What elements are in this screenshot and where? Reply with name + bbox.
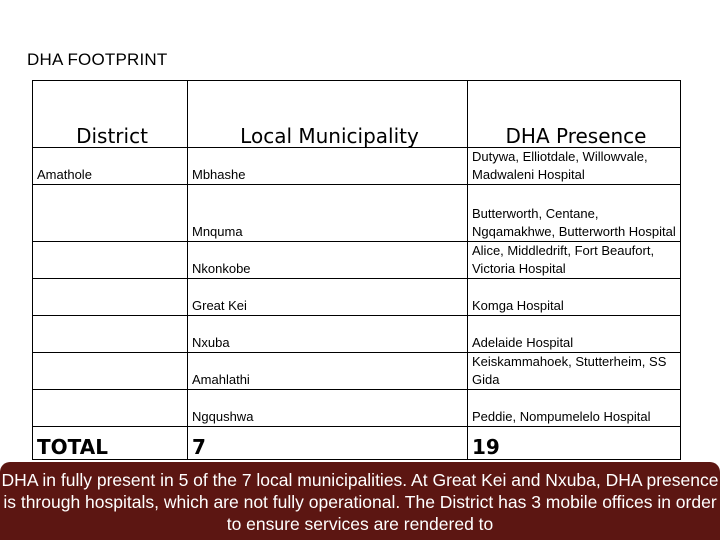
- district-cell: [33, 242, 188, 279]
- table-row: [33, 185, 681, 242]
- municipality-cell: Amahlathi: [188, 353, 468, 390]
- presence-cell: Dutywa, Elliotdale, Willowvale, Madwaleni Hospital: [468, 148, 681, 185]
- district-cell: [33, 279, 188, 316]
- header-dha-presence: DHA Presence: [468, 81, 681, 148]
- table-row: [33, 279, 681, 316]
- table-row: [33, 316, 681, 353]
- table-row: [33, 242, 681, 279]
- municipality-cell: Nxuba: [188, 316, 468, 353]
- table-row: [33, 148, 681, 185]
- municipality-cell: Ngqushwa: [188, 390, 468, 427]
- header-local-municipality: Local Municipality: [188, 81, 468, 148]
- total-municipalities: 7: [188, 427, 468, 460]
- table-row: [33, 353, 681, 390]
- header-district: District: [33, 81, 188, 148]
- table-header-row: [33, 81, 681, 148]
- municipality-cell: Great Kei: [188, 279, 468, 316]
- summary-caption: DHA in fully present in 5 of the 7 local municipalities. At Great Kei and Nxuba, DHA presence is through hospitals, which are not fully operational. The District has 3 mobile offices in order to ensure services are rendered to: [0, 462, 720, 540]
- municipality-cell: Mnquma: [188, 185, 468, 242]
- dha-footprint-table: [32, 80, 681, 460]
- presence-cell: Butterworth, Centane, Ngqamakhwe, Butterworth Hospital: [468, 185, 681, 242]
- district-cell: Amathole: [33, 148, 188, 185]
- presence-cell: Komga Hospital: [468, 279, 681, 316]
- total-presence: 19: [468, 427, 681, 460]
- presence-cell: Adelaide Hospital: [468, 316, 681, 353]
- total-label: TOTAL: [33, 427, 188, 460]
- municipality-cell: Nkonkobe: [188, 242, 468, 279]
- presence-cell: Alice, Middledrift, Fort Beaufort, Victoria Hospital: [468, 242, 681, 279]
- district-cell: [33, 185, 188, 242]
- total-row: [33, 427, 681, 460]
- slide-title: DHA FOOTPRINT: [27, 50, 168, 69]
- presence-cell: Peddie, Nompumelelo Hospital: [468, 390, 681, 427]
- presence-cell: Keiskammahoek, Stutterheim, SS Gida: [468, 353, 681, 390]
- district-cell: [33, 390, 188, 427]
- table-row: [33, 390, 681, 427]
- district-cell: [33, 316, 188, 353]
- district-cell: [33, 353, 188, 390]
- municipality-cell: Mbhashe: [188, 148, 468, 185]
